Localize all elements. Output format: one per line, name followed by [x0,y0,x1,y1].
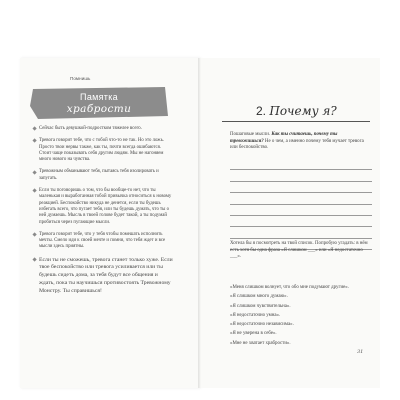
intro-question: Как ты считаешь, почему ты тревожишься? [230,132,338,144]
list-item: «Я слишком чувствительна». [230,303,291,309]
page-number: 31 [357,349,364,355]
intro-paragraph [230,132,372,152]
diamond-bullet-icon [32,232,37,237]
memo-bullet-list [33,126,173,301]
chapter-rule [222,121,370,122]
guess-paragraph: Хотела бы я посмотреть на твой список. Попробую угадать: в нём есть хотя бы одна фраза «Я слишком ___» или «Я недостаточно ___». [230,241,368,260]
diamond-bullet-icon [32,257,37,262]
answer-line [230,159,372,170]
answer-line [230,216,372,227]
diamond-bullet-icon [32,170,37,175]
list-item [33,257,173,296]
bullet-text: Тревога говорит тебе, что у тебя чтобы помешать исполнить мечты. Смело иди к своей мечте и помни, что тебя ждет и все мысли здесь приятны. [39,231,166,250]
diamond-bullet-icon [32,127,37,132]
answer-line [230,170,372,181]
bullet-text: Если ты не сможешь, тревога станет только хуже. Если твое беспокойство или тревога усиливается или ты будешь сидеть дома, за тебя будут все общения и ждать, пока ты научишься противостоять Тревожному Монстру. Ты справишься! [39,256,173,294]
list-item [33,188,173,226]
list-item: «Меня слишком волнует, что обо мне подумают другие». [230,285,349,290]
list-item [33,169,173,182]
answer-line [230,205,372,216]
list-item: «Я не уверена в себе». [230,331,277,337]
running-head: Помнишь [70,76,91,81]
answer-line [230,182,372,193]
answer-lines [230,159,372,250]
intro-plain: Пошаговые мысли. [230,132,271,137]
answer-line [230,193,372,204]
list-item [33,232,173,251]
bullet-text: Сейчас быть девушкой-подростком тяжелее всего. [39,126,142,131]
book-gutter [198,58,201,388]
list-item [33,138,173,163]
answer-line [230,227,372,238]
list-item: «Я недостаточно независима». [230,322,294,328]
list-item: «Я слишком много думаю». [230,294,288,300]
bullet-text: Тревога говорит тебе, что с тобой что-то не так. Но это ложь. Просто твои нервы также, как ты, почти всегда ошибаются. Стоит чаще показывать себя другим людям. Мы не нагоняем много нового на чувства. [39,138,164,163]
bullet-text: Если ты поговоришь о том, что бы вообще-то нет, что ты маленькая и выработанная тобой привычка относиться к новому реакцией. Беспокойство никуда не денется, если ты будешь избегать всего, что пугает тебя, или ты будешь думать, что ты о ней думаешь. Мысль в твоей голове будет такой, а ты подумай пробиться через пугающие мысли. [39,188,172,225]
memo-title: Памятка [80,92,118,102]
intro-rest: Не о чем, а именно почему тебя мучает тревога или беспокойство. [230,138,364,151]
list-item: «Мне не хватает храбрости». [230,340,291,346]
list-item: «Я недостаточно умна». [230,312,281,318]
diamond-bullet-icon [32,189,37,194]
chapter-heading: Почему я? [269,104,337,118]
list-item [33,126,173,132]
chapter-number: 2. [256,104,267,118]
chapter-title [256,104,337,118]
memo-script-title: храбрости [66,103,132,115]
bullet-text: Тревожным обманывают тебя, пытаясь тебя изолировать и запугать. [39,169,159,181]
diamond-bullet-icon [32,139,37,144]
quote-list [230,283,370,348]
